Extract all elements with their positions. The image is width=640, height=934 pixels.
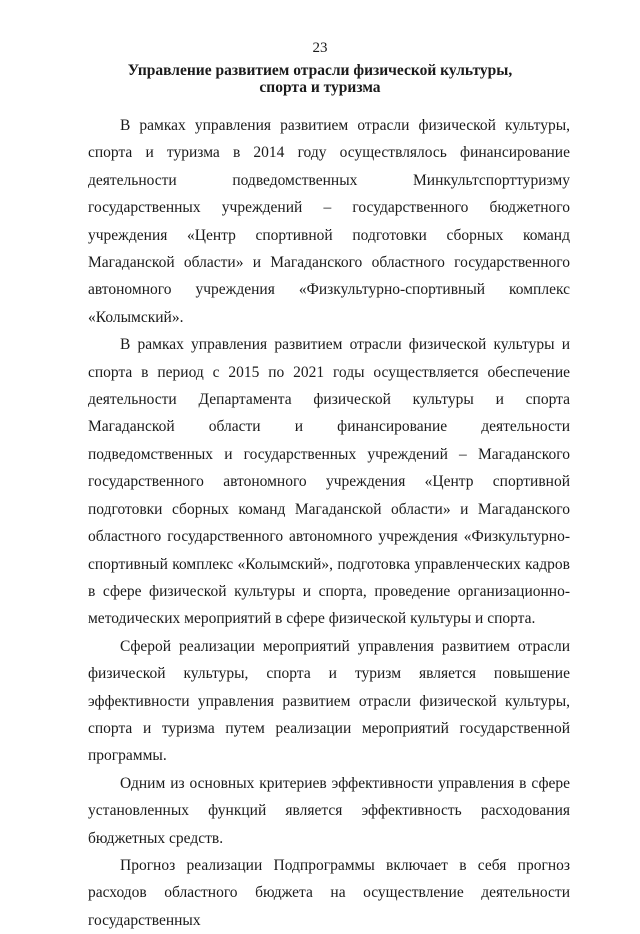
paragraph: В рамках управления развитием отрасли физической культуры, спорта и туризма в 2014 году осуществлялось финансирование деятельности подведомственных Минкультспорттуризму государственных учреждений – государственного бюджетного учреждения «Центр спортивной подготовки сборных команд Магаданской области» и Магаданского областного государственного автономного учреждения «Физкультурно-спортивный комплекс «Колымский». [88, 117, 570, 326]
paragraph: Одним из основных критериев эффективности управления в сфере установленных функций является эффективность расходования бюджетных средств. [88, 774, 570, 847]
section-title [60, 62, 580, 96]
paragraph: Прогноз реализации Подпрограммы включает в себя прогноз расходов областного бюджета на осуществление деятельности государственных [88, 856, 570, 929]
paragraph: В рамках управления развитием отрасли физической культуры и спорта в период с 2015 по 2021 годы осуществляется обеспечение деятельности Департамента физической культуры и спорта Магаданской области и финансирование деятельности подведомственных и государственных учреждений – Магаданского государственного автономного учреждения «Центр спортивной подготовки сборных команд Магаданской области» и Магаданского областного государственного автономного учреждения «Физкультурно-спортивный комплекс «Колымский», подготовка управленческих кадров в сфере физической культуры и спорта, проведение организационно-методических мероприятий в сфере физической культуры и спорта. [88, 336, 570, 628]
page-number: 23 [312, 40, 328, 56]
section-title-line-1: Управление развитием отрасли физической культуры, [127, 62, 513, 79]
paragraph: Сферой реализации мероприятий управления развитием отрасли физической культуры, спорта и туризм является повышение эффективности управления развитием отрасли физической культуры, спорта и туризма путем реализации мероприятий государственной программы. [88, 637, 570, 765]
section-title-line-2: спорта и туризма [259, 79, 381, 96]
document-body [88, 112, 570, 934]
